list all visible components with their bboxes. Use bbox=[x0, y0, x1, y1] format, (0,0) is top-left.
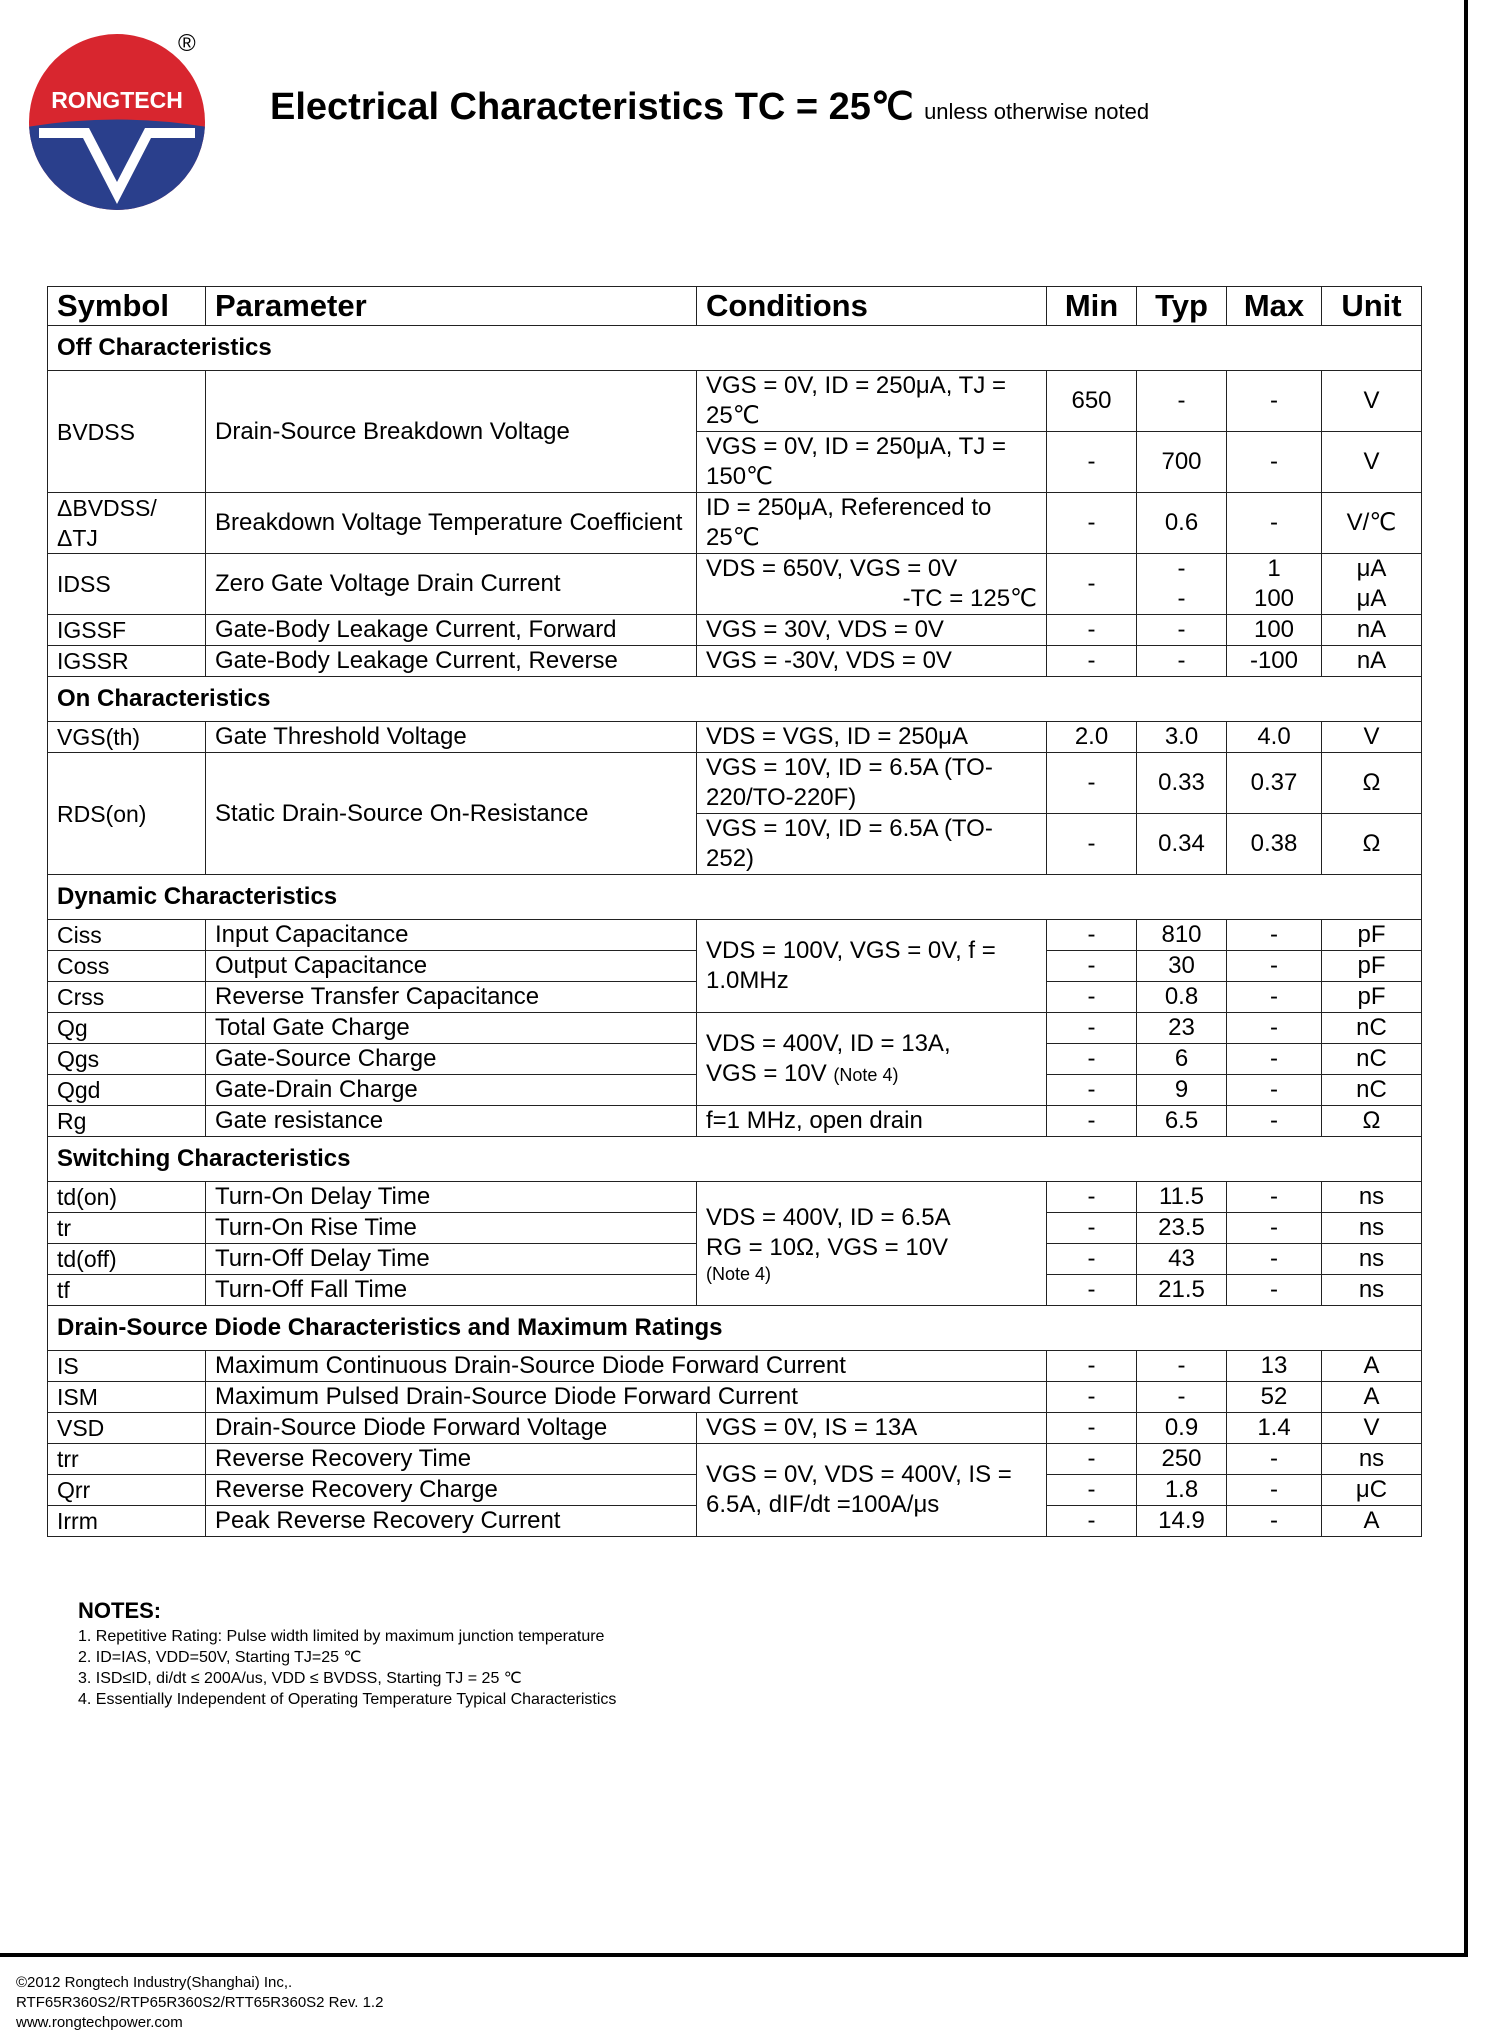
min-cell: - bbox=[1047, 753, 1137, 814]
parameter-cell: Maximum Continuous Drain-Source Diode Forward Current bbox=[206, 1351, 1047, 1382]
typ-cell: - bbox=[1137, 1382, 1227, 1413]
symbol-cell: IDSS bbox=[48, 554, 206, 615]
min-cell: - bbox=[1047, 646, 1137, 677]
max-cell: 0.38 bbox=[1227, 814, 1322, 875]
condition-cell: VGS = 10V, ID = 6.5A (TO-220/TO-220F) bbox=[697, 753, 1047, 814]
condition-cell: f=1 MHz, open drain bbox=[697, 1106, 1047, 1137]
notes-section bbox=[78, 1596, 616, 1710]
typ-cell: 0.8 bbox=[1137, 982, 1227, 1013]
symbol-cell: tr bbox=[48, 1213, 206, 1244]
typ-cell: 30 bbox=[1137, 951, 1227, 982]
min-cell: - bbox=[1047, 920, 1137, 951]
min-cell: - bbox=[1047, 814, 1137, 875]
max-cell: - bbox=[1227, 1075, 1322, 1106]
typ-cell: 11.5 bbox=[1137, 1182, 1227, 1213]
typ-cell: 9 bbox=[1137, 1075, 1227, 1106]
parameter-cell: Zero Gate Voltage Drain Current bbox=[206, 554, 697, 615]
parameter-cell: Gate-Body Leakage Current, Forward bbox=[206, 615, 697, 646]
min-cell: - bbox=[1047, 982, 1137, 1013]
max-cell bbox=[1227, 554, 1322, 615]
symbol-cell: IS bbox=[48, 1351, 206, 1382]
unit-cell: nC bbox=[1322, 1013, 1422, 1044]
unit-cell: Ω bbox=[1322, 814, 1422, 875]
unit-cell: pF bbox=[1322, 982, 1422, 1013]
note-ref: (Note 4) bbox=[706, 1263, 772, 1284]
title-main: Electrical Characteristics TC = 25℃ bbox=[270, 86, 914, 128]
max-cell: 1.4 bbox=[1227, 1413, 1322, 1444]
typ-cell: 1.8 bbox=[1137, 1475, 1227, 1506]
max-cell: - bbox=[1227, 1013, 1322, 1044]
max-cell: - bbox=[1227, 493, 1322, 554]
max-cell: -100 bbox=[1227, 646, 1322, 677]
symbol-cell: ΔBVDSS/ΔTJ bbox=[48, 493, 206, 554]
symbol-cell: Qgs bbox=[48, 1044, 206, 1075]
unit-cell: Ω bbox=[1322, 1106, 1422, 1137]
min-cell: - bbox=[1047, 432, 1137, 493]
typ-cell: - bbox=[1137, 371, 1227, 432]
parameter-cell: Gate-Drain Charge bbox=[206, 1075, 697, 1106]
parameter-cell: Reverse Transfer Capacitance bbox=[206, 982, 697, 1013]
parameter-cell: Turn-On Delay Time bbox=[206, 1182, 697, 1213]
typ-cell: 23.5 bbox=[1137, 1213, 1227, 1244]
typ-cell: 14.9 bbox=[1137, 1506, 1227, 1537]
max-cell: - bbox=[1227, 951, 1322, 982]
section-dynamic: Dynamic Characteristics bbox=[48, 875, 1422, 920]
typ-cell: 810 bbox=[1137, 920, 1227, 951]
symbol-cell: VGS(th) bbox=[48, 722, 206, 753]
min-cell: - bbox=[1047, 1351, 1137, 1382]
unit-line: μA bbox=[1356, 555, 1387, 582]
unit-cell: nC bbox=[1322, 1075, 1422, 1106]
section-off: Off Characteristics bbox=[48, 326, 1422, 371]
footer-url[interactable]: www.rongtechpower.com bbox=[16, 2014, 183, 2031]
section-on: On Characteristics bbox=[48, 677, 1422, 722]
max-cell: - bbox=[1227, 371, 1322, 432]
logo-text: RONGTECH bbox=[51, 87, 183, 113]
unit-line: μA bbox=[1356, 585, 1387, 612]
typ-cell: 6.5 bbox=[1137, 1106, 1227, 1137]
min-cell: - bbox=[1047, 1044, 1137, 1075]
unit-cell: V bbox=[1322, 371, 1422, 432]
typ-cell: 23 bbox=[1137, 1013, 1227, 1044]
condition-text: VGS = 10V bbox=[706, 1059, 827, 1087]
max-cell: - bbox=[1227, 1213, 1322, 1244]
condition-line: VDS = 400V, ID = 13A, bbox=[706, 1029, 951, 1057]
title-sub: unless otherwise noted bbox=[924, 99, 1150, 124]
condition-cell: ID = 250μA, Referenced to 25℃ bbox=[697, 493, 1047, 554]
rongtech-logo bbox=[27, 32, 207, 212]
note-item: 1. Repetitive Rating: Pulse width limited by maximum junction temperature bbox=[78, 1628, 605, 1645]
condition-line: VDS = 400V, ID = 6.5A bbox=[706, 1203, 951, 1231]
max-cell: 0.37 bbox=[1227, 753, 1322, 814]
typ-cell: - bbox=[1137, 646, 1227, 677]
page-title bbox=[270, 84, 1149, 129]
typ-cell: 250 bbox=[1137, 1444, 1227, 1475]
footer bbox=[16, 1973, 383, 2033]
typ-cell: 43 bbox=[1137, 1244, 1227, 1275]
min-cell: - bbox=[1047, 1382, 1137, 1413]
symbol-cell: VSD bbox=[48, 1413, 206, 1444]
symbol-cell: IGSSR bbox=[48, 646, 206, 677]
symbol-cell: Irrm bbox=[48, 1506, 206, 1537]
unit-cell bbox=[1322, 554, 1422, 615]
note-item: 4. Essentially Independent of Operating Temperature Typical Characteristics bbox=[78, 1691, 617, 1708]
parameter-cell: Reverse Recovery Time bbox=[206, 1444, 697, 1475]
symbol-cell: RDS(on) bbox=[48, 753, 206, 875]
symbol-cell: Qgd bbox=[48, 1075, 206, 1106]
unit-cell: ns bbox=[1322, 1275, 1422, 1306]
min-cell: - bbox=[1047, 1506, 1137, 1537]
condition-cell: VGS = 0V, ID = 250μA, TJ = 25℃ bbox=[697, 371, 1047, 432]
symbol-cell: trr bbox=[48, 1444, 206, 1475]
unit-cell: ns bbox=[1322, 1444, 1422, 1475]
unit-cell: ns bbox=[1322, 1244, 1422, 1275]
max-cell: - bbox=[1227, 1044, 1322, 1075]
typ-cell: - bbox=[1137, 1351, 1227, 1382]
max-cell: 13 bbox=[1227, 1351, 1322, 1382]
col-unit: Unit bbox=[1322, 287, 1422, 326]
condition-line bbox=[706, 1059, 1037, 1090]
max-cell: - bbox=[1227, 432, 1322, 493]
col-conditions: Conditions bbox=[697, 287, 1047, 326]
typ-cell: 700 bbox=[1137, 432, 1227, 493]
condition-cell bbox=[697, 554, 1047, 615]
min-cell: 650 bbox=[1047, 371, 1137, 432]
condition-line: RG = 10Ω, VGS = 10V bbox=[706, 1233, 949, 1261]
parameter-cell: Drain-Source Diode Forward Voltage bbox=[206, 1413, 697, 1444]
parameter-cell: Gate-Source Charge bbox=[206, 1044, 697, 1075]
col-symbol: Symbol bbox=[48, 287, 206, 326]
condition-cell: VGS = 30V, VDS = 0V bbox=[697, 615, 1047, 646]
unit-cell: μC bbox=[1322, 1475, 1422, 1506]
symbol-cell: ISM bbox=[48, 1382, 206, 1413]
parameter-cell: Turn-Off Fall Time bbox=[206, 1275, 697, 1306]
min-cell: - bbox=[1047, 951, 1137, 982]
condition-cell: VGS = 0V, VDS = 400V, IS = 6.5A, dIF/dt =100A/μs bbox=[697, 1444, 1047, 1537]
symbol-cell: Ciss bbox=[48, 920, 206, 951]
max-cell: 52 bbox=[1227, 1382, 1322, 1413]
condition-line: VDS = 650V, VGS = 0V bbox=[706, 555, 958, 582]
unit-cell: nC bbox=[1322, 1044, 1422, 1075]
unit-cell: V/℃ bbox=[1322, 493, 1422, 554]
max-cell: - bbox=[1227, 920, 1322, 951]
footer-part-numbers: RTF65R360S2/RTP65R360S2/RTT65R360S2 Rev. 1.2 bbox=[16, 1994, 384, 2011]
unit-cell: nA bbox=[1322, 615, 1422, 646]
max-cell: - bbox=[1227, 1106, 1322, 1137]
condition-cell: VGS = 10V, ID = 6.5A (TO-252) bbox=[697, 814, 1047, 875]
typ-cell bbox=[1137, 554, 1227, 615]
typ-cell: 6 bbox=[1137, 1044, 1227, 1075]
parameter-cell: Total Gate Charge bbox=[206, 1013, 697, 1044]
min-cell: - bbox=[1047, 1444, 1137, 1475]
max-cell: - bbox=[1227, 1182, 1322, 1213]
unit-cell: V bbox=[1322, 1413, 1422, 1444]
max-cell: - bbox=[1227, 982, 1322, 1013]
symbol-cell: Qrr bbox=[48, 1475, 206, 1506]
symbol-cell: td(on) bbox=[48, 1182, 206, 1213]
col-parameter: Parameter bbox=[206, 287, 697, 326]
symbol-cell: td(off) bbox=[48, 1244, 206, 1275]
min-cell: - bbox=[1047, 615, 1137, 646]
condition-cell: VGS = -30V, VDS = 0V bbox=[697, 646, 1047, 677]
typ-cell: 0.34 bbox=[1137, 814, 1227, 875]
symbol-cell: Coss bbox=[48, 951, 206, 982]
unit-cell: A bbox=[1322, 1506, 1422, 1537]
symbol-cell: BVDSS bbox=[48, 371, 206, 493]
symbol-cell: tf bbox=[48, 1275, 206, 1306]
min-cell: - bbox=[1047, 1475, 1137, 1506]
unit-cell: ns bbox=[1322, 1182, 1422, 1213]
max-line: 1 bbox=[1267, 555, 1281, 582]
max-cell: 100 bbox=[1227, 615, 1322, 646]
condition-cell: VDS = VGS, ID = 250μA bbox=[697, 722, 1047, 753]
symbol-cell: Crss bbox=[48, 982, 206, 1013]
parameter-cell: Breakdown Voltage Temperature Coefficient bbox=[206, 493, 697, 554]
typ-cell: 0.33 bbox=[1137, 753, 1227, 814]
parameter-cell: Turn-Off Delay Time bbox=[206, 1244, 697, 1275]
condition-cell: VGS = 0V, IS = 13A bbox=[697, 1413, 1047, 1444]
symbol-cell: IGSSF bbox=[48, 615, 206, 646]
max-cell: 4.0 bbox=[1227, 722, 1322, 753]
unit-cell: A bbox=[1322, 1382, 1422, 1413]
parameter-cell: Peak Reverse Recovery Current bbox=[206, 1506, 697, 1537]
max-line: 100 bbox=[1253, 585, 1295, 612]
max-cell: - bbox=[1227, 1244, 1322, 1275]
unit-cell: V bbox=[1322, 722, 1422, 753]
header-row bbox=[48, 287, 1422, 326]
condition-cell: VDS = 100V, VGS = 0V, f = 1.0MHz bbox=[697, 920, 1047, 1013]
min-cell: - bbox=[1047, 1413, 1137, 1444]
parameter-cell: Reverse Recovery Charge bbox=[206, 1475, 697, 1506]
unit-cell: Ω bbox=[1322, 753, 1422, 814]
condition-line: -TC = 125℃ bbox=[902, 585, 1037, 612]
notes-title: NOTES: bbox=[78, 1598, 162, 1623]
condition-cell bbox=[697, 1013, 1047, 1106]
col-typ: Typ bbox=[1137, 287, 1227, 326]
symbol-cell: Rg bbox=[48, 1106, 206, 1137]
unit-cell: A bbox=[1322, 1351, 1422, 1382]
electrical-characteristics-table bbox=[47, 286, 1422, 1537]
max-cell: - bbox=[1227, 1506, 1322, 1537]
parameter-cell: Gate-Body Leakage Current, Reverse bbox=[206, 646, 697, 677]
typ-cell: 0.6 bbox=[1137, 493, 1227, 554]
typ-cell: 3.0 bbox=[1137, 722, 1227, 753]
min-cell: - bbox=[1047, 1244, 1137, 1275]
parameter-cell: Gate Threshold Voltage bbox=[206, 722, 697, 753]
condition-cell bbox=[697, 1182, 1047, 1306]
unit-cell: ns bbox=[1322, 1213, 1422, 1244]
symbol-cell: Qg bbox=[48, 1013, 206, 1044]
parameter-cell: Input Capacitance bbox=[206, 920, 697, 951]
parameter-cell: Turn-On Rise Time bbox=[206, 1213, 697, 1244]
min-cell: - bbox=[1047, 1013, 1137, 1044]
note-ref: (Note 4) bbox=[833, 1064, 899, 1085]
max-cell: - bbox=[1227, 1475, 1322, 1506]
typ-line: - bbox=[1177, 555, 1186, 582]
typ-cell: - bbox=[1137, 615, 1227, 646]
max-cell: - bbox=[1227, 1275, 1322, 1306]
min-cell: - bbox=[1047, 1213, 1137, 1244]
unit-cell: V bbox=[1322, 432, 1422, 493]
col-min: Min bbox=[1047, 287, 1137, 326]
col-max: Max bbox=[1227, 287, 1322, 326]
footer-copyright: ©2012 Rongtech Industry(Shanghai) Inc,. bbox=[16, 1974, 293, 1991]
typ-cell: 21.5 bbox=[1137, 1275, 1227, 1306]
min-cell: - bbox=[1047, 1275, 1137, 1306]
min-cell: - bbox=[1047, 554, 1137, 615]
unit-cell: pF bbox=[1322, 920, 1422, 951]
condition-cell: VGS = 0V, ID = 250μA, TJ = 150℃ bbox=[697, 432, 1047, 493]
min-cell: - bbox=[1047, 493, 1137, 554]
min-cell: - bbox=[1047, 1182, 1137, 1213]
unit-cell: nA bbox=[1322, 646, 1422, 677]
section-switching: Switching Characteristics bbox=[48, 1137, 1422, 1182]
min-cell: - bbox=[1047, 1075, 1137, 1106]
parameter-cell: Output Capacitance bbox=[206, 951, 697, 982]
unit-cell: pF bbox=[1322, 951, 1422, 982]
note-item: 3. ISD≤ID, di/dt ≤ 200A/us, VDD ≤ BVDSS, Starting TJ = 25 ℃ bbox=[78, 1670, 522, 1687]
parameter-cell: Gate resistance bbox=[206, 1106, 697, 1137]
min-cell: 2.0 bbox=[1047, 722, 1137, 753]
parameter-cell: Drain-Source Breakdown Voltage bbox=[206, 371, 697, 493]
parameter-cell: Maximum Pulsed Drain-Source Diode Forward Current bbox=[206, 1382, 1047, 1413]
typ-line: - bbox=[1177, 585, 1186, 612]
section-diode: Drain-Source Diode Characteristics and Maximum Ratings bbox=[48, 1306, 1422, 1351]
max-cell: - bbox=[1227, 1444, 1322, 1475]
typ-cell: 0.9 bbox=[1137, 1413, 1227, 1444]
min-cell: - bbox=[1047, 1106, 1137, 1137]
parameter-cell: Static Drain-Source On-Resistance bbox=[206, 753, 697, 875]
registered-mark: ® bbox=[178, 30, 196, 57]
note-item: 2. ID=IAS, VDD=50V, Starting TJ=25 ℃ bbox=[78, 1649, 362, 1666]
